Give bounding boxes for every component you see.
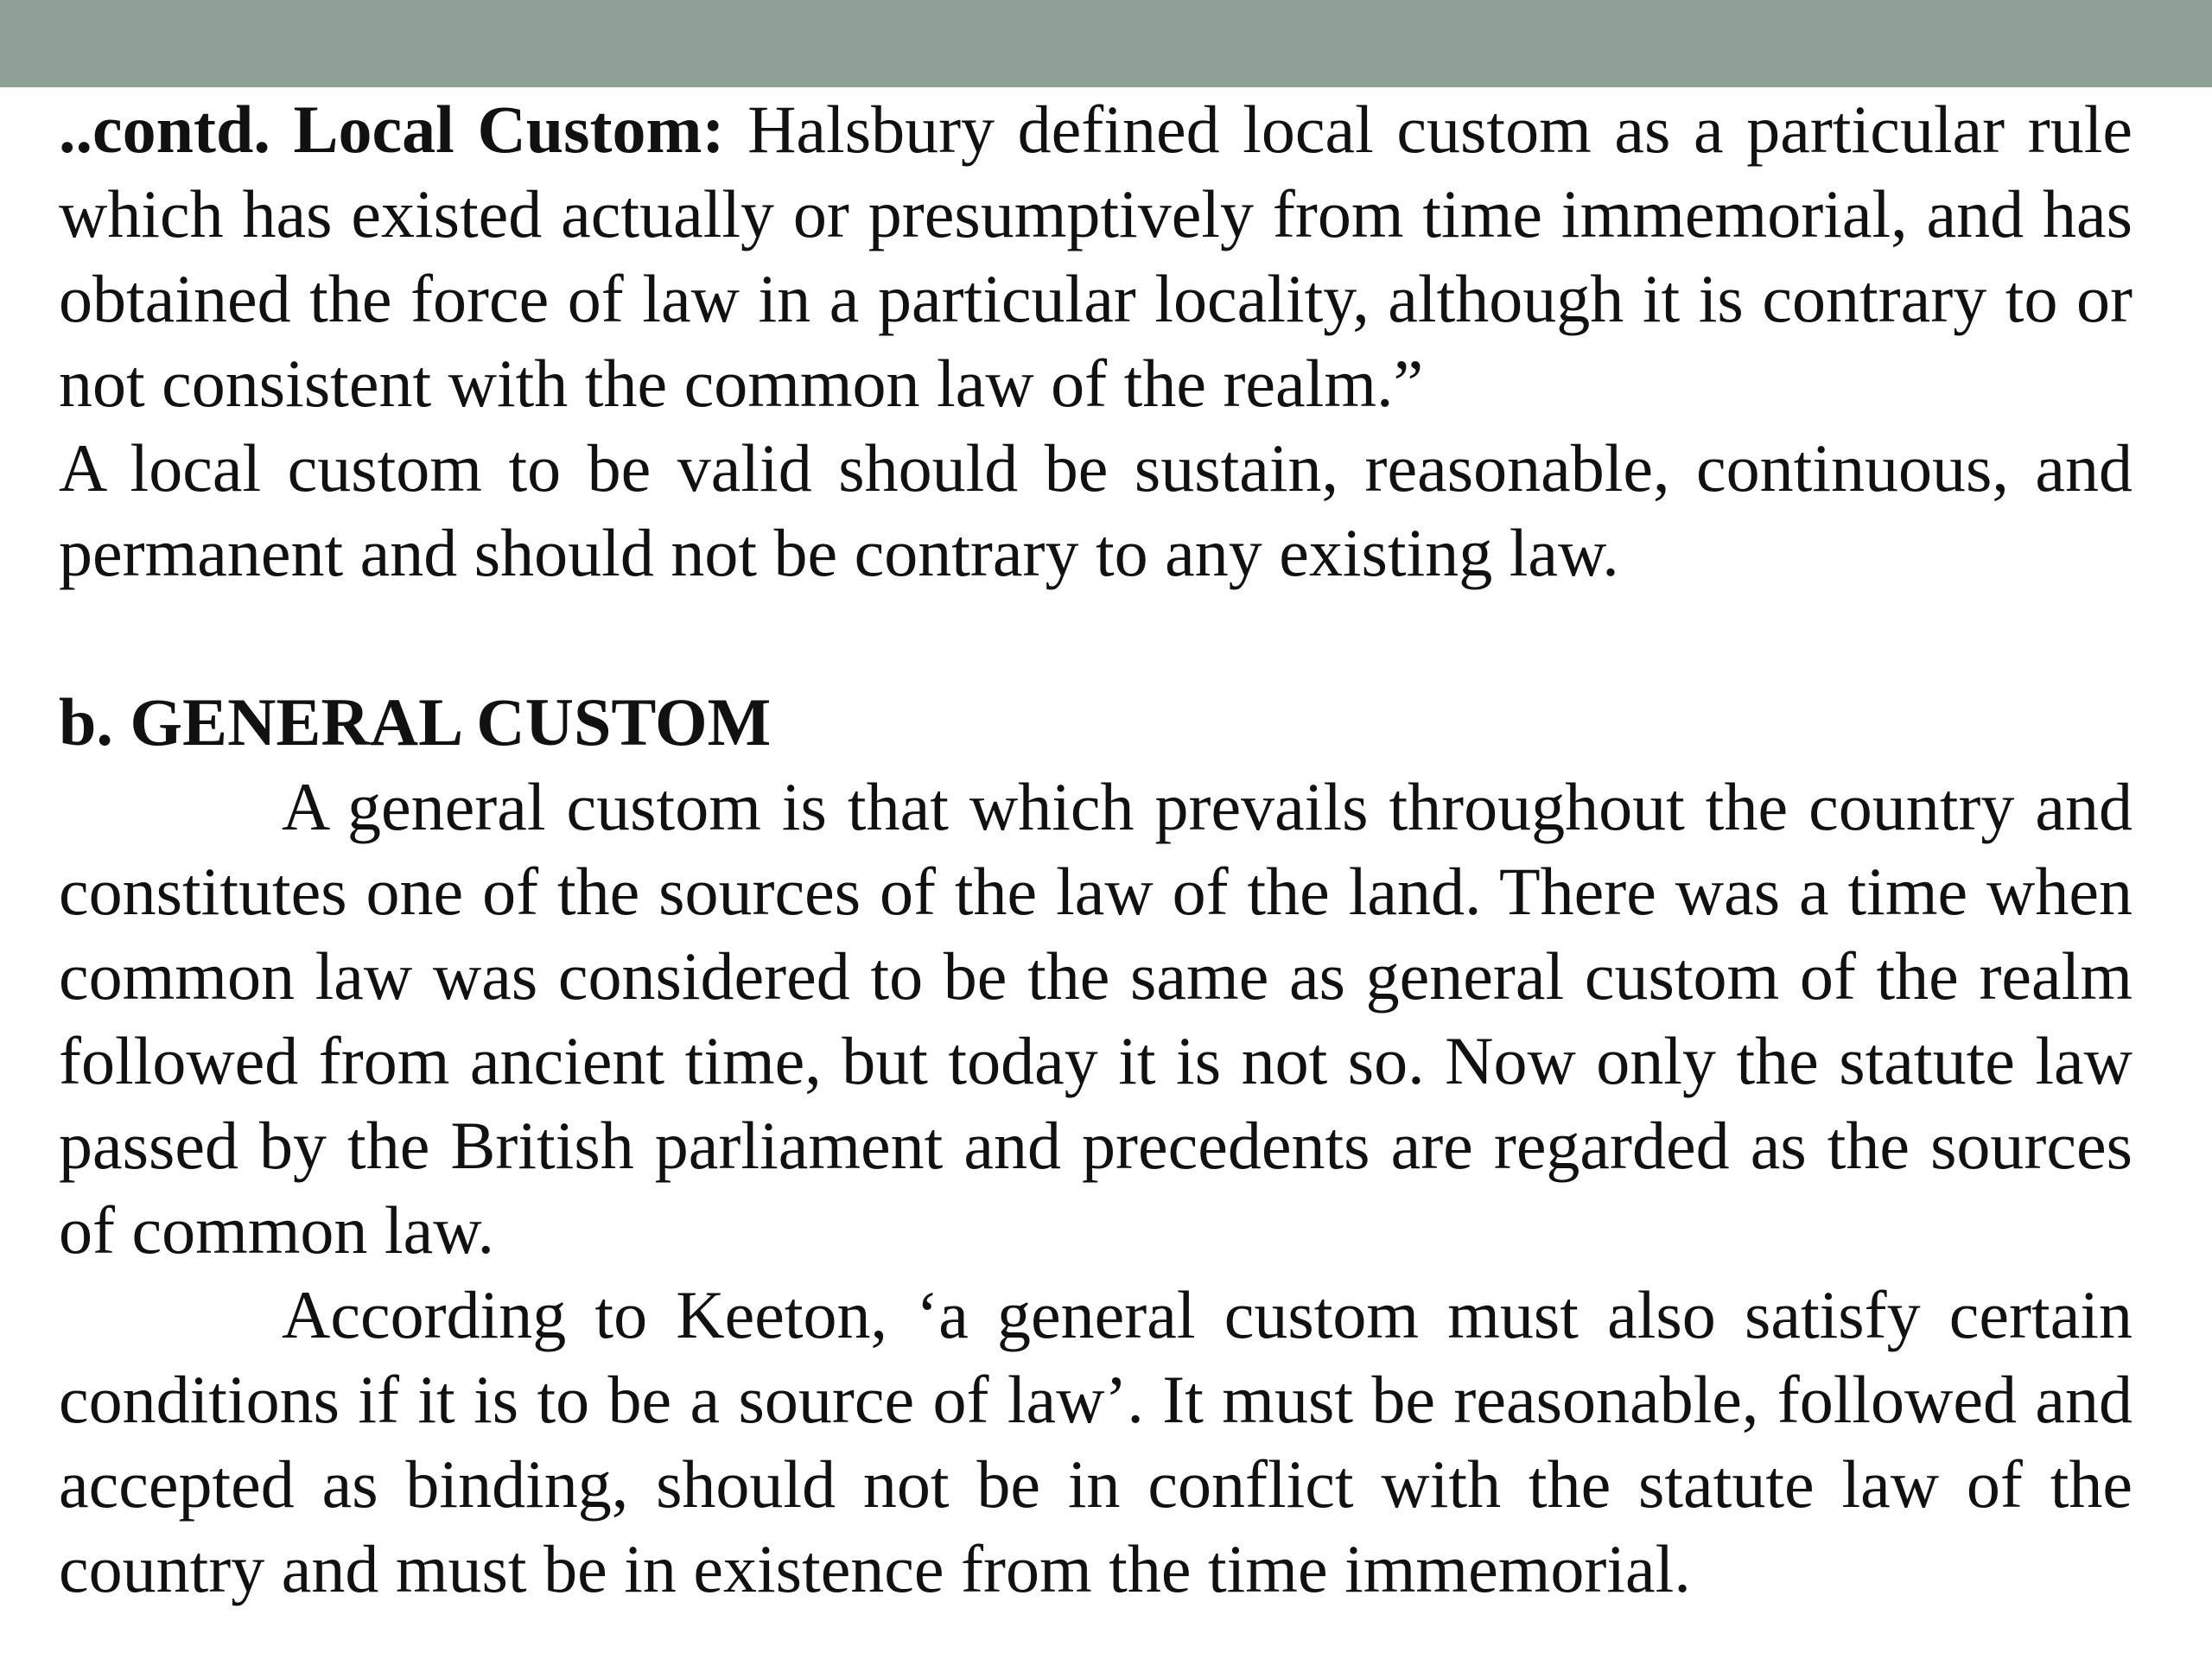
local-custom-lead: ..contd. Local Custom:: [59, 92, 725, 167]
general-custom-paragraph-2: According to Keeton, ‘a general custom must also satisfy certain conditions if it is to be a source of law’. It must be reasonable, followed and accepted as binding, should not be in conflict with the statute law of the country and must be in existence from the time immemorial.: [59, 1277, 2133, 1606]
general-custom-paragraph-1: A general custom is that which prevails throughout the country and constitutes one of the sources of the law of the land. There was a time when common law was considered to be the same as general custom of the realm followed from ancient time, but today it is not so. Now only the statute law passed by the British parliament and precedents are regarded as the sources of common law.: [59, 769, 2133, 1268]
section-spacer: [59, 595, 2133, 680]
slide-header-bar: [0, 0, 2212, 87]
slide-content: [59, 87, 2133, 1611]
local-custom-definition: Halsbury defined local custom as a particular rule which has existed actually or presumptively from time immemorial, and has obtained the force of law in a particular locality, although it is contrary to or not consistent with the common law of the realm.”: [59, 92, 2133, 421]
local-custom-paragraph: [59, 87, 2133, 426]
local-custom-validity-paragraph: A local custom to be valid should be sustain, reasonable, continuous, and permanent and should not be contrary to any existing law.: [59, 430, 2133, 590]
general-custom-heading: b. GENERAL CUSTOM: [59, 684, 772, 760]
